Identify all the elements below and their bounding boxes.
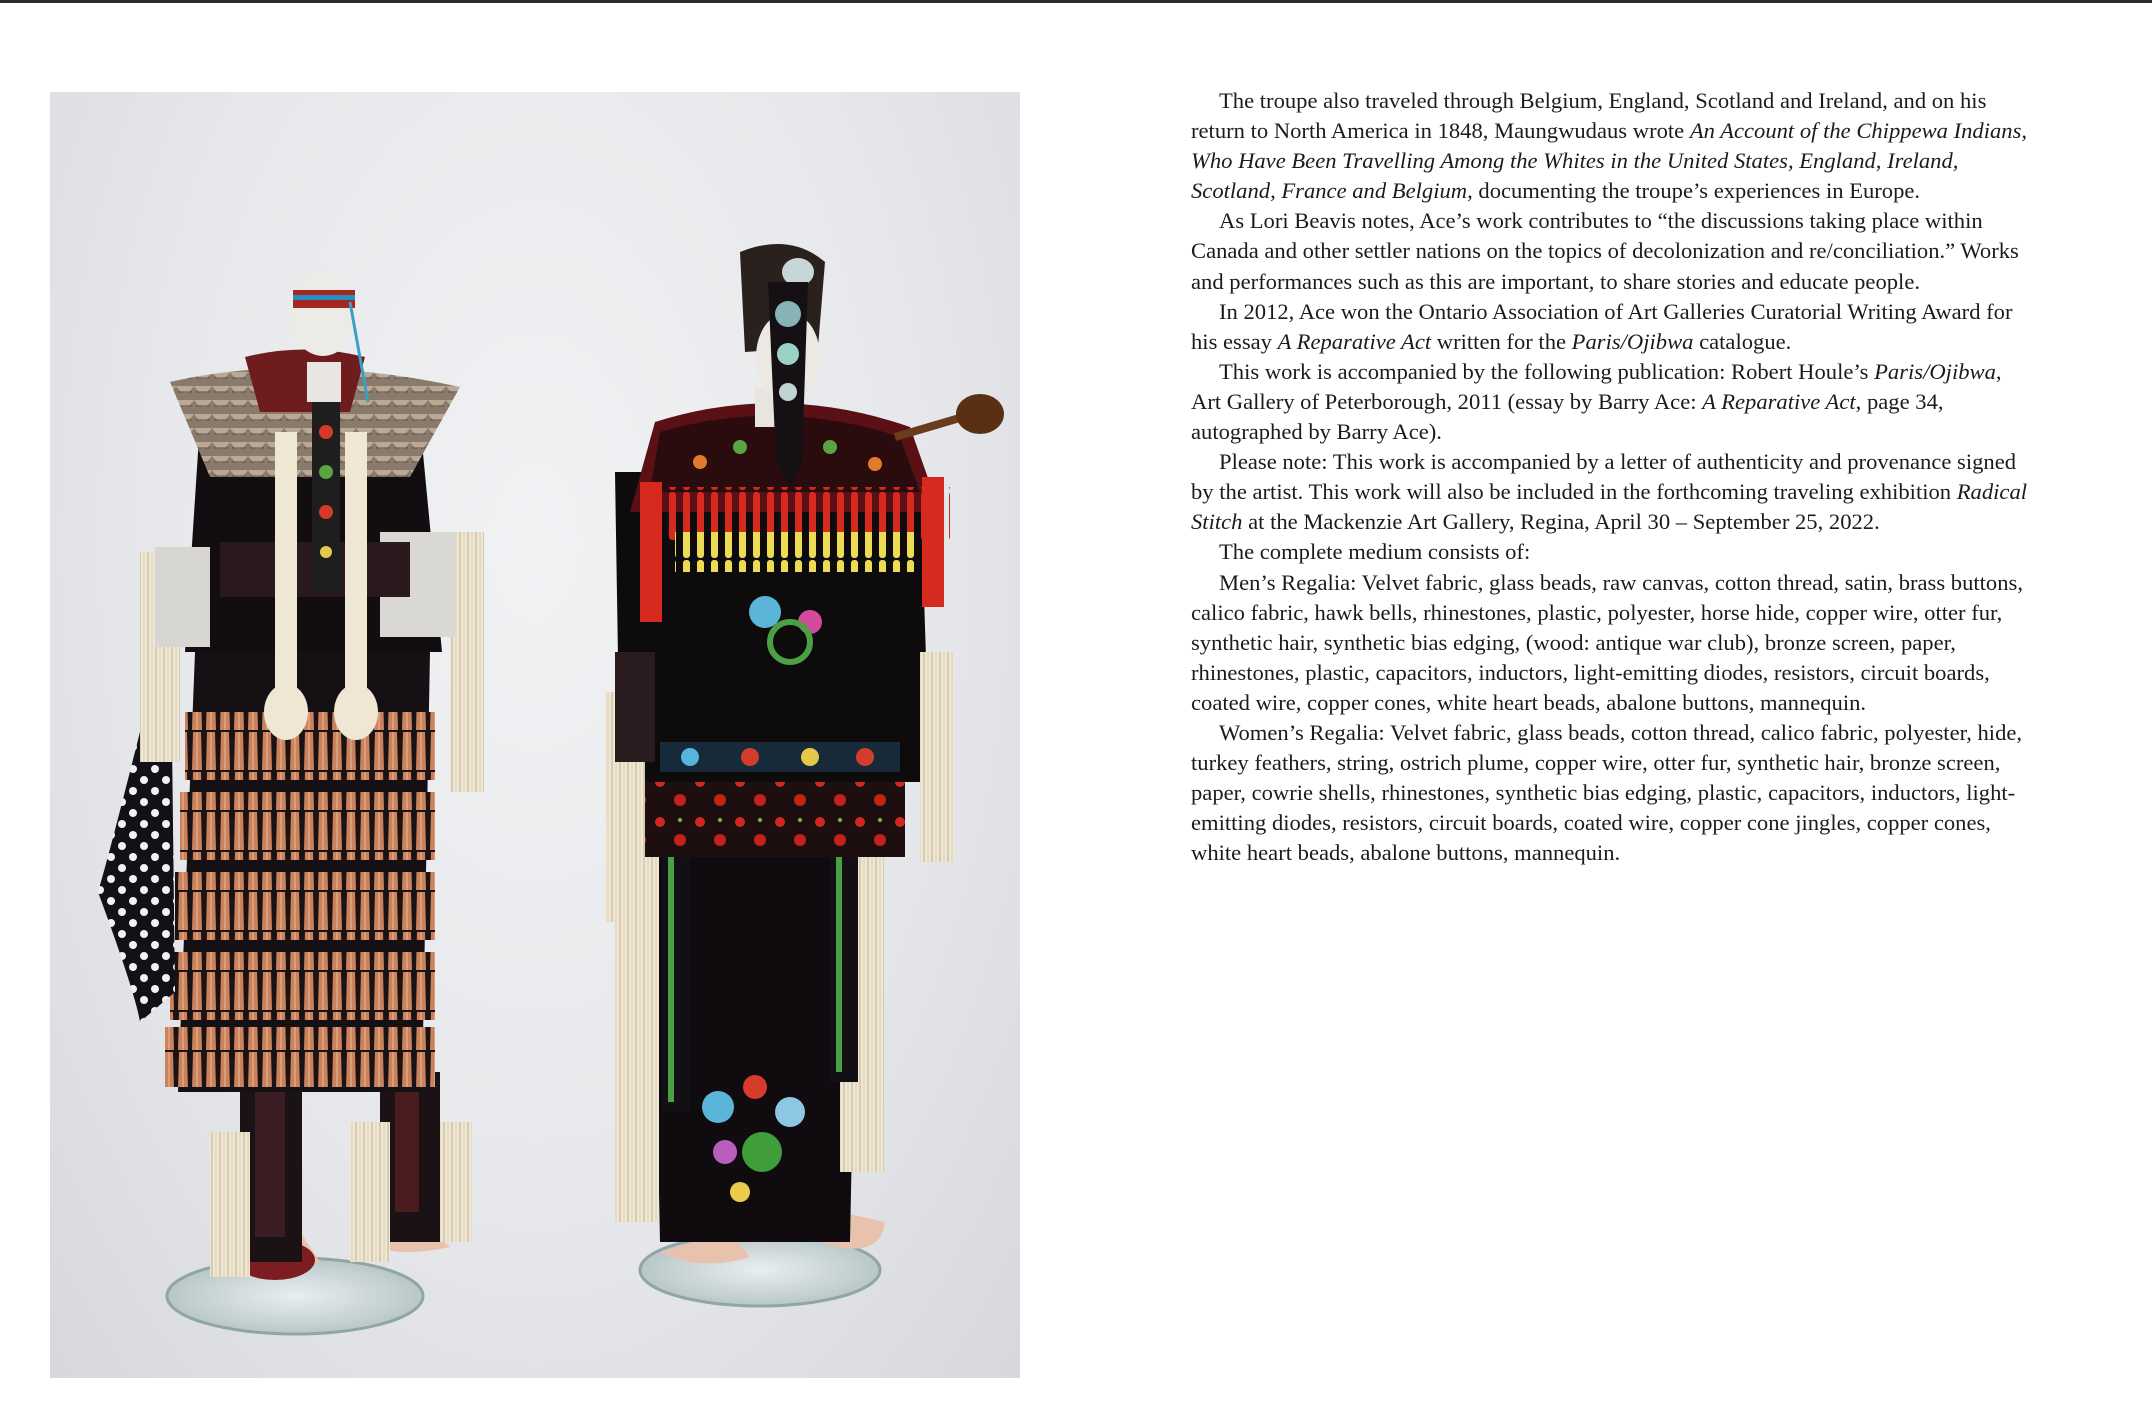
exhibition-title: Radical Stitch xyxy=(1191,479,2028,535)
publication-title: Paris/Ojibwa xyxy=(1874,358,1996,384)
paragraph-award: In 2012, Ace won the Ontario Association of Art Galleries Curatorial Writing Award for his essay A Reparative Act written for the Paris/Ojibwa catalogue. xyxy=(1191,298,2013,354)
book-title: An Account of the Chippewa Indians, Who Have Been Travelling Among the Whites in the United States, England, Ireland, Scotland, France and Belgium xyxy=(1191,118,2028,204)
paragraph-note: Please note: This work is accompanied by a letter of authenticity and provenance signed by the artist. This work will also be included in the forthcoming traveling exhibition Radical Stitch at the Mackenzie Art Gallery, Regina, April 30 – September 25, 2022. xyxy=(1191,449,2028,535)
paragraph-publication: This work is accompanied by the following publication: Robert Houle’s Paris/Ojibwa, Art Gallery of Peterborough, 2011 (essay by Barry Ace: A Reparative Act, page 34, autographed by Barry Ace). xyxy=(1191,358,2002,445)
regalia-illustration xyxy=(50,92,1020,1378)
paragraph-mens-regalia: Men’s Regalia: Velvet fabric, glass beads, raw canvas, cotton thread, satin, brass buttons, calico fabric, hawk bells, rhinestones, plastic, polyester, horse hide, copper wire, otter fur, synthetic hair, synthetic bias edging, (wood: antique war club), bronze screen, paper, rhinestones, plastic, capacitors, inductors, light-emitting diodes, resistors, circuit boards, coated wire, copper cones, white heart beads, abalone buttons, mannequin. xyxy=(1191,569,2023,715)
paragraph-troupe: The troupe also traveled through Belgium, England, Scotland and Ireland, and on his return to North America in 1848, Maungwudaus wrote An Account of the Chippewa Indians, Who Have Been Travelling Among the Whites in the United States, England, Ireland, Scotland, France and Belgium, documenting the troupe’s experiences in Europe. xyxy=(1191,88,2028,204)
top-rule xyxy=(0,0,2152,3)
paragraph-beavis: As Lori Beavis notes, Ace’s work contributes to “the discussions taking place within Canada and other settler nations on the topics of decolonization and re/conciliation.” Works and performances such as this are important, to share stories and educate people. xyxy=(1191,208,2019,294)
regalia-photo xyxy=(50,92,1020,1378)
article-text xyxy=(1191,86,2031,868)
essay-title-2: A Reparative Act xyxy=(1702,388,1856,414)
paragraph-womens-regalia: Women’s Regalia: Velvet fabric, glass beads, cotton thread, calico fabric, polyester, hide, turkey feathers, string, ostrich plume, copper wire, otter fur, synthetic hair, bronze screen, paper, cowrie shells, rhinestones, synthetic bias edging, plastic, capacitors, inductors, light-emitting diodes, resistors, circuit boards, coated wire, copper cone jingles, copper cones, white heart beads, abalone buttons, mannequin. xyxy=(1191,719,2023,866)
essay-title: A Reparative Act xyxy=(1277,328,1432,354)
paragraph-medium-intro: The complete medium consists of: xyxy=(1219,539,1531,565)
catalogue-title: Paris/Ojibwa xyxy=(1571,328,1694,354)
